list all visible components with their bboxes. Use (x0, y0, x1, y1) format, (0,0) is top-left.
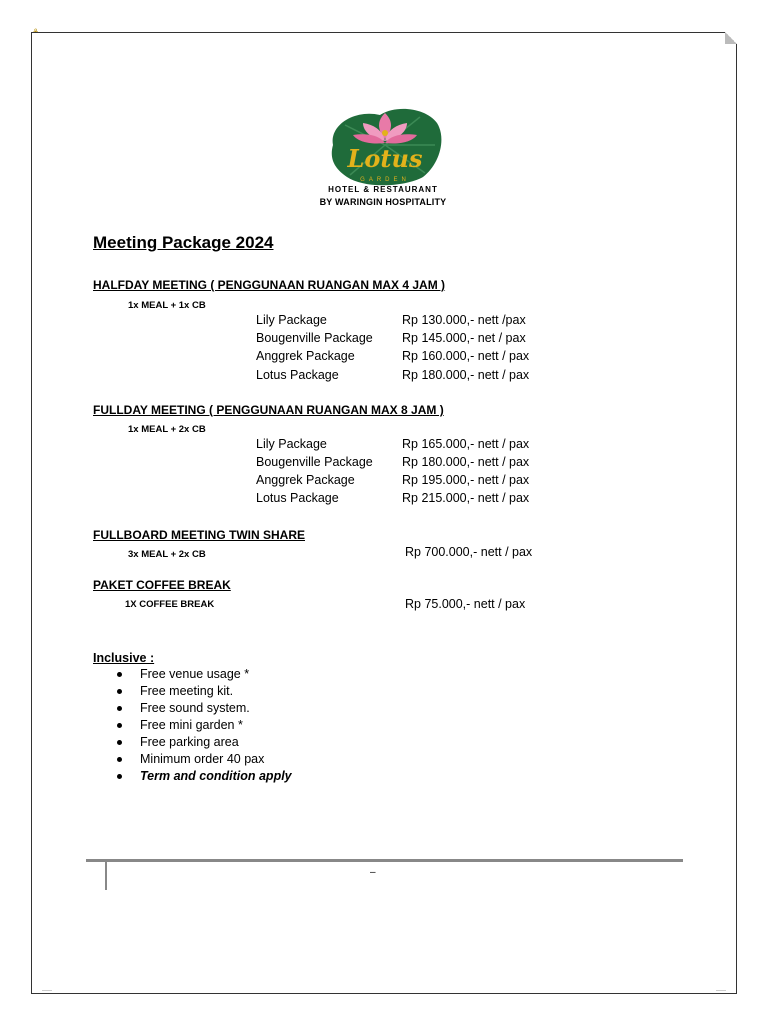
inclusive-heading: Inclusive : (93, 651, 155, 665)
fullday-package-name: Lotus Package (256, 491, 339, 505)
coffee-break-price: Rp 75.000,- nett / pax (405, 597, 526, 611)
list-item-text: Term and condition apply (140, 769, 292, 783)
bullet-icon (117, 740, 122, 745)
fullday-heading: FULLDAY MEETING ( PENGGUNAAN RUANGAN MAX 8 JAM ) (93, 403, 444, 417)
halfday-meal: 1x MEAL + 1x CB (128, 300, 206, 311)
coffee-break-meal: 1X COFFEE BREAK (125, 599, 215, 610)
fullday-package-price: Rp 195.000,- nett / pax (402, 473, 530, 487)
bullet-icon (117, 757, 122, 762)
list-item-text: Free parking area (140, 735, 239, 749)
footer-margin-marker (105, 862, 107, 890)
footer-divider (86, 859, 683, 862)
logo-byline: BY WARINGIN HOSPITALITY (319, 197, 447, 207)
coffee-break-heading: PAKET COFFEE BREAK (93, 578, 231, 592)
fullboard-meal: 3x MEAL + 2x CB (128, 549, 206, 560)
halfday-package-price: Rp 145.000,- net / pax (402, 331, 526, 345)
halfday-package-price: Rp 160.000,- nett / pax (402, 349, 530, 363)
halfday-package-name: Bougenville Package (256, 331, 373, 345)
logo-tagline: HOTEL & RESTAURANT (328, 185, 438, 194)
bullet-icon (117, 723, 122, 728)
page-corner-fold (725, 32, 737, 44)
fullday-package-name: Bougenville Package (256, 455, 373, 469)
halfday-package-price: Rp 130.000,- nett /pax (402, 313, 526, 327)
page-title: Meeting Package 2024 (93, 233, 274, 252)
fullday-package-price: Rp 215.000,- nett / pax (402, 491, 530, 505)
fullday-package-name: Lily Package (256, 437, 327, 451)
bullet-icon (117, 706, 122, 711)
fullboard-heading: FULLBOARD MEETING TWIN SHARE (93, 528, 305, 542)
crop-mark (42, 990, 52, 991)
fullboard-price: Rp 700.000,- nett / pax (405, 545, 533, 559)
list-item-text: Free sound system. (140, 701, 250, 715)
footer-text: – (370, 867, 376, 878)
halfday-package-name: Lily Package (256, 313, 327, 327)
bullet-icon (117, 774, 122, 779)
list-item-text: Free venue usage * (140, 667, 250, 681)
bullet-icon (117, 672, 122, 677)
list-item-text: Free mini garden * (140, 718, 243, 732)
halfday-package-name: Lotus Package (256, 368, 339, 382)
list-item-text: Free meeting kit. (140, 684, 234, 698)
crop-mark (716, 990, 726, 991)
logo-brand-sub: GARDEN (360, 177, 410, 183)
halfday-heading: HALFDAY MEETING ( PENGGUNAAN RUANGAN MAX 4 JAM ) (93, 278, 446, 292)
document-page (31, 32, 737, 994)
halfday-package-price: Rp 180.000,- nett / pax (402, 368, 530, 382)
list-item-text: Minimum order 40 pax (140, 752, 265, 766)
fullday-package-name: Anggrek Package (256, 473, 355, 487)
logo-brand: Lotus (347, 144, 423, 173)
halfday-package-name: Anggrek Package (256, 349, 355, 363)
fullday-package-price: Rp 165.000,- nett / pax (402, 437, 530, 451)
fullday-package-price: Rp 180.000,- nett / pax (402, 455, 530, 469)
bullet-icon (117, 689, 122, 694)
fullday-meal: 1x MEAL + 2x CB (128, 424, 206, 435)
